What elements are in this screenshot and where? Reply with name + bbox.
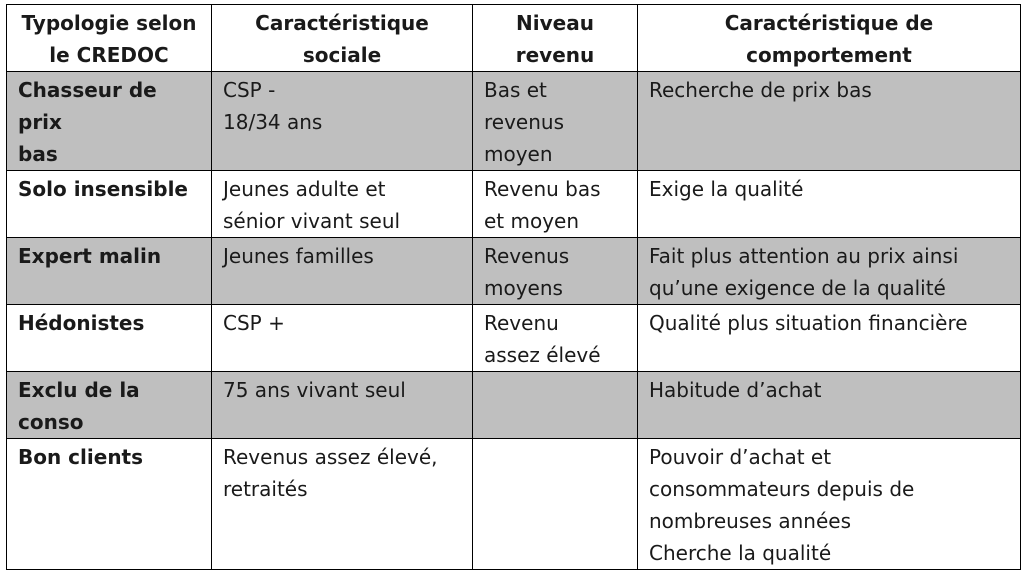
cell-sociale: CSP - 18/34 ans (212, 72, 473, 171)
table-row (7, 171, 1021, 238)
table-row (7, 72, 1021, 171)
cell-comportement: Recherche de prix bas (638, 72, 1021, 171)
cell-revenu: Revenu assez élevé (473, 305, 638, 372)
table-row (7, 439, 1021, 570)
cell-typologie: Chasseur de prix bas (7, 72, 212, 171)
header-typologie: Typologie selon le CREDOC (7, 5, 212, 72)
header-caracteristique-sociale: Caractéristique sociale (212, 5, 473, 72)
cell-typologie: Hédonistes (7, 305, 212, 372)
cell-revenu (473, 439, 638, 570)
credoc-typology-table (6, 4, 1021, 570)
cell-comportement: Pouvoir d’achat et consommateurs depuis de nombreuses années Cherche la qualité (638, 439, 1021, 570)
header-caracteristique-comportement: Caractéristique de comportement (638, 5, 1021, 72)
cell-revenu (473, 372, 638, 439)
table-row (7, 305, 1021, 372)
cell-sociale: Revenus assez élevé, retraités (212, 439, 473, 570)
cell-sociale: Jeunes familles (212, 238, 473, 305)
table-row (7, 372, 1021, 439)
cell-comportement: Exige la qualité (638, 171, 1021, 238)
cell-sociale: 75 ans vivant seul (212, 372, 473, 439)
header-niveau-revenu: Niveau revenu (473, 5, 638, 72)
cell-comportement: Fait plus attention au prix ainsi qu’une exigence de la qualité (638, 238, 1021, 305)
cell-sociale: CSP + (212, 305, 473, 372)
table-header-row (7, 5, 1021, 72)
cell-sociale: Jeunes adulte et sénior vivant seul (212, 171, 473, 238)
cell-typologie: Expert malin (7, 238, 212, 305)
cell-revenu: Revenus moyens (473, 238, 638, 305)
cell-comportement: Qualité plus situation financière (638, 305, 1021, 372)
cell-revenu: Bas et revenus moyen (473, 72, 638, 171)
cell-typologie: Solo insensible (7, 171, 212, 238)
cell-comportement: Habitude d’achat (638, 372, 1021, 439)
cell-typologie: Bon clients (7, 439, 212, 570)
cell-typologie: Exclu de la conso (7, 372, 212, 439)
table-row (7, 238, 1021, 305)
cell-revenu: Revenu bas et moyen (473, 171, 638, 238)
